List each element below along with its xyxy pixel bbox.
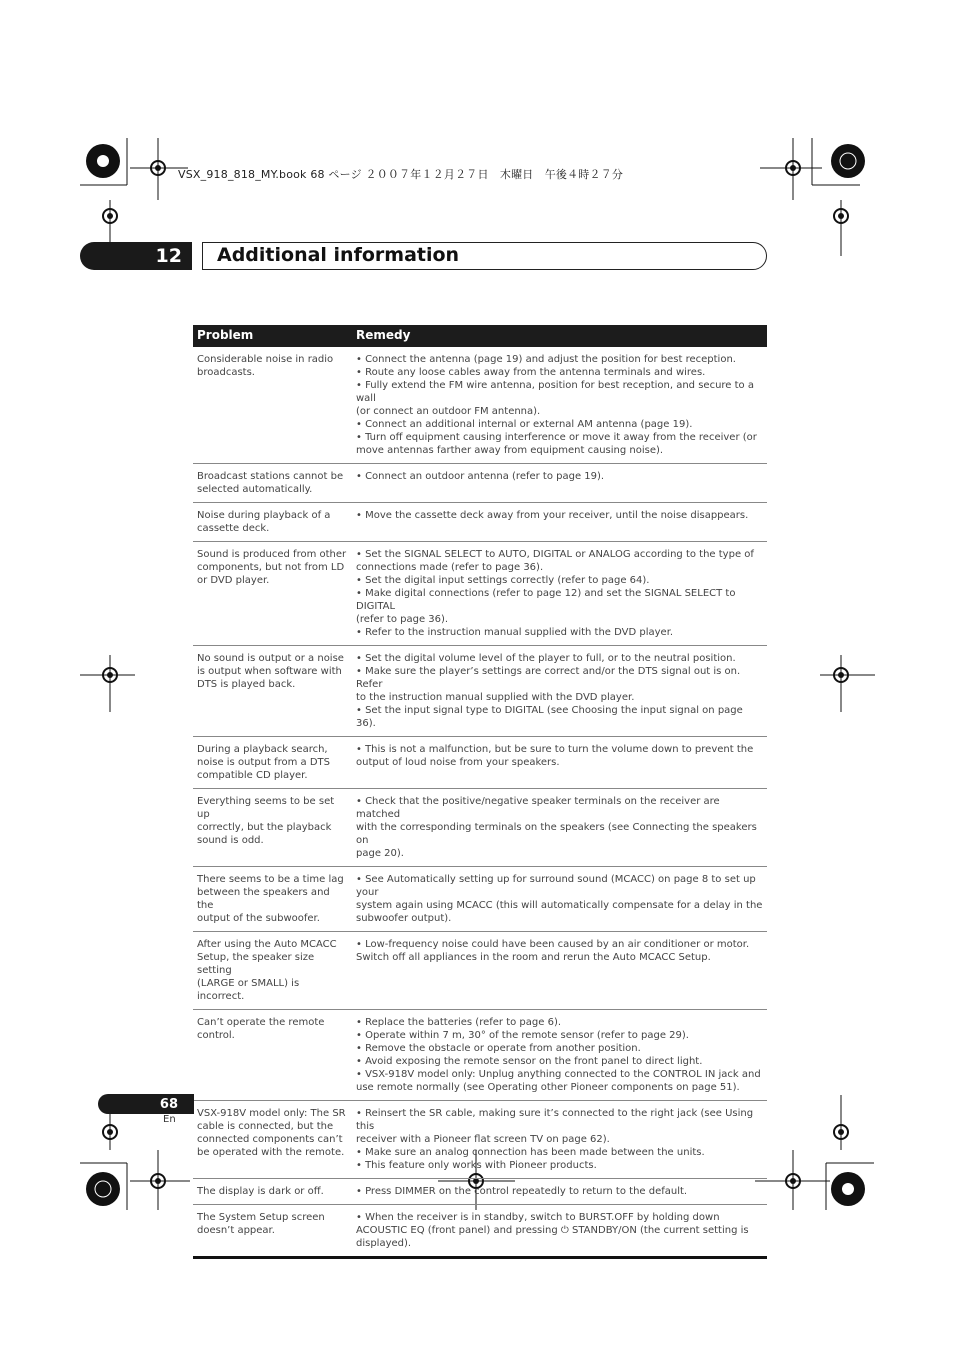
- remedy-text-line: connections made (refer to page 36).: [356, 562, 544, 573]
- problem-text-line: Noise during playback of a: [197, 510, 331, 521]
- remedy-cell: [352, 646, 767, 736]
- table-row: [193, 867, 767, 932]
- remedy-cell: [352, 503, 767, 541]
- remedy-text-line: with the corresponding terminals on the speakers (see Connecting the speakers on: [356, 822, 757, 846]
- table-body: [193, 347, 767, 1259]
- remedy-text-line: receiver with a Pioneer flat screen TV on page 62).: [356, 1134, 610, 1145]
- problem-text-line: cassette deck.: [197, 523, 270, 534]
- table-row: [193, 1205, 767, 1259]
- table-row: [193, 789, 767, 867]
- problem-text-line: between the speakers and the: [197, 887, 330, 911]
- remedy-text-line: (or connect an outdoor FM antenna).: [356, 406, 541, 417]
- remedy-text-line: • Set the digital input settings correctly (refer to page 64).: [356, 575, 650, 586]
- problem-cell: [193, 737, 352, 788]
- problem-text-line: Broadcast stations cannot be: [197, 471, 344, 482]
- problem-text-line: doesn’t appear.: [197, 1225, 275, 1236]
- table-row: [193, 1101, 767, 1179]
- table-row: [193, 932, 767, 1010]
- remedy-text-line: subwoofer output).: [356, 913, 452, 924]
- remedy-text-line: move antennas farther away from equipment causing noise).: [356, 445, 664, 456]
- table-row: [193, 347, 767, 464]
- problem-text-line: VSX-918V model only: The SR: [197, 1108, 346, 1119]
- problem-cell: [193, 1101, 352, 1178]
- remedy-cell: [352, 347, 767, 463]
- remedy-cell: [352, 542, 767, 645]
- problem-cell: [193, 503, 352, 541]
- remedy-text-line: • Set the input signal type to DIGITAL (see Choosing the input signal on page 36).: [356, 705, 743, 729]
- problem-text-line: Setup, the speaker size setting: [197, 952, 315, 976]
- remedy-text-line: • Low-frequency noise could have been caused by an air conditioner or motor.: [356, 939, 750, 950]
- remedy-text-line: • Set the digital volume level of the player to full, or to the neutral position.: [356, 653, 736, 664]
- remedy-cell: [352, 867, 767, 931]
- remedy-text-line: • Move the cassette deck away from your receiver, until the noise disappears.: [356, 510, 749, 521]
- problem-text-line: Considerable noise in radio: [197, 354, 334, 365]
- table-row: [193, 1010, 767, 1101]
- remedy-text-line: system again using MCACC (this will automatically compensate for a delay in the: [356, 900, 763, 911]
- remedy-text-line: • Operate within 7 m, 30° of the remote sensor (refer to page 29).: [356, 1030, 689, 1041]
- problem-cell: [193, 1179, 352, 1204]
- table-row: [193, 737, 767, 789]
- problem-cell: [193, 464, 352, 502]
- problem-cell: [193, 1010, 352, 1100]
- column-header-remedy: Remedy: [356, 328, 411, 342]
- problem-text-line: (LARGE or SMALL) is incorrect.: [197, 978, 300, 1002]
- problem-cell: [193, 542, 352, 645]
- page-number-badge: 68: [98, 1094, 194, 1114]
- table-row: [193, 542, 767, 646]
- problem-cell: [193, 646, 352, 736]
- problem-text-line: control.: [197, 1030, 235, 1041]
- chapter-title: Additional information: [217, 244, 460, 266]
- column-header-problem: Problem: [197, 328, 254, 342]
- chapter-number-badge: 12: [80, 242, 192, 270]
- problem-text-line: There seems to be a time lag: [197, 874, 344, 885]
- remedy-text-line: • Make digital connections (refer to page 12) and set the SIGNAL SELECT to DIGITAL: [356, 588, 736, 612]
- problem-text-line: be operated with the remote.: [197, 1147, 345, 1158]
- chapter-title-box: [202, 242, 767, 270]
- remedy-cell: [352, 1179, 767, 1204]
- problem-text-line: No sound is output or a noise: [197, 653, 344, 664]
- remedy-text-line: • Connect an outdoor antenna (refer to page 19).: [356, 471, 605, 482]
- remedy-text-line: (refer to page 36).: [356, 614, 449, 625]
- problem-text-line: cable is connected, but the: [197, 1121, 334, 1132]
- remedy-text-line: output of loud noise from your speakers.: [356, 757, 560, 768]
- remedy-text-line: • Press DIMMER on the control repeatedly to return to the default.: [356, 1186, 688, 1197]
- problem-text-line: During a playback search,: [197, 744, 328, 755]
- problem-text-line: is output when software with: [197, 666, 342, 677]
- remedy-text-line: • Connect an additional internal or external AM antenna (page 19).: [356, 419, 693, 430]
- problem-text-line: DTS is played back.: [197, 679, 296, 690]
- remedy-text-line: • Set the SIGNAL SELECT to AUTO, DIGITAL or ANALOG according to the type of: [356, 549, 754, 560]
- problem-cell: [193, 347, 352, 463]
- remedy-text-line: • Remove the obstacle or operate from another position.: [356, 1043, 641, 1054]
- remedy-text-line: page 20).: [356, 848, 404, 859]
- remedy-cell: [352, 932, 767, 1009]
- remedy-text-line: ACOUSTIC EQ (front panel) and pressing ⏻ STANDBY/ON (the current setting is: [356, 1225, 749, 1236]
- remedy-text-line: Switch off all appliances in the room and rerun the Auto MCACC Setup.: [356, 952, 711, 963]
- problem-text-line: selected automatically.: [197, 484, 313, 495]
- remedy-text-line: to the instruction manual supplied with the DVD player.: [356, 692, 635, 703]
- problem-cell: [193, 789, 352, 866]
- troubleshooting-table: [193, 325, 767, 1259]
- remedy-text-line: • Fully extend the FM wire antenna, position for best reception, and secure to a wall: [356, 380, 754, 404]
- remedy-cell: [352, 1101, 767, 1178]
- table-row: [193, 1179, 767, 1205]
- remedy-text-line: • Turn off equipment causing interference or move it away from the receiver (or: [356, 432, 757, 443]
- remedy-cell: [352, 737, 767, 788]
- remedy-text-line: • When the receiver is in standby, switch to BURST.OFF by holding down: [356, 1212, 720, 1223]
- remedy-text-line: use remote normally (see Operating other Pioneer components on page 51).: [356, 1082, 740, 1093]
- problem-text-line: compatible CD player.: [197, 770, 308, 781]
- remedy-text-line: • VSX-918V model only: Unplug anything connected to the CONTROL IN jack and: [356, 1069, 761, 1080]
- problem-cell: [193, 867, 352, 931]
- remedy-text-line: • This is not a malfunction, but be sure to turn the volume down to prevent the: [356, 744, 754, 755]
- remedy-text-line: • Make sure the player’s settings are correct and/or the DTS signal out is on. Refer: [356, 666, 741, 690]
- problem-text-line: Can’t operate the remote: [197, 1017, 325, 1028]
- problem-text-line: correctly, but the playback: [197, 822, 332, 833]
- problem-text-line: After using the Auto MCACC: [197, 939, 337, 950]
- remedy-cell: [352, 464, 767, 502]
- remedy-cell: [352, 1205, 767, 1256]
- remedy-text-line: • Route any loose cables away from the antenna terminals and wires.: [356, 367, 706, 378]
- problem-text-line: connected components can’t: [197, 1134, 343, 1145]
- remedy-text-line: • See Automatically setting up for surround sound (MCACC) on page 8 to set up your: [356, 874, 756, 898]
- remedy-text-line: • Refer to the instruction manual supplied with the DVD player.: [356, 627, 674, 638]
- problem-text-line: Everything seems to be set up: [197, 796, 335, 820]
- table-header: [193, 325, 767, 347]
- remedy-text-line: displayed).: [356, 1238, 412, 1249]
- remedy-text-line: • Check that the positive/negative speaker terminals on the receiver are matched: [356, 796, 720, 820]
- book-file-header: VSX_918_818_MY.book 68 ページ ２００７年１２月２７日 木曜日 午後４時２７分: [178, 168, 624, 181]
- problem-text-line: The display is dark or off.: [197, 1186, 324, 1197]
- remedy-text-line: • Reinsert the SR cable, making sure it’s connected to the right jack (see Using this: [356, 1108, 754, 1132]
- table-row: [193, 464, 767, 503]
- problem-text-line: sound is odd.: [197, 835, 264, 846]
- table-row: [193, 646, 767, 737]
- remedy-cell: [352, 1010, 767, 1100]
- remedy-text-line: • This feature only works with Pioneer products.: [356, 1160, 597, 1171]
- problem-text-line: noise is output from a DTS: [197, 757, 331, 768]
- problem-text-line: or DVD player.: [197, 575, 270, 586]
- problem-cell: [193, 932, 352, 1009]
- remedy-text-line: • Make sure an analog connection has been made between the units.: [356, 1147, 705, 1158]
- page-language: En: [163, 1114, 176, 1125]
- table-row: [193, 503, 767, 542]
- problem-text-line: output of the subwoofer.: [197, 913, 320, 924]
- remedy-cell: [352, 789, 767, 866]
- problem-cell: [193, 1205, 352, 1256]
- problem-text-line: components, but not from LD: [197, 562, 345, 573]
- problem-text-line: Sound is produced from other: [197, 549, 347, 560]
- remedy-text-line: • Avoid exposing the remote sensor on the front panel to direct light.: [356, 1056, 703, 1067]
- problem-text-line: The System Setup screen: [197, 1212, 325, 1223]
- remedy-text-line: • Connect the antenna (page 19) and adjust the position for best reception.: [356, 354, 736, 365]
- problem-text-line: broadcasts.: [197, 367, 255, 378]
- remedy-text-line: • Replace the batteries (refer to page 6).: [356, 1017, 562, 1028]
